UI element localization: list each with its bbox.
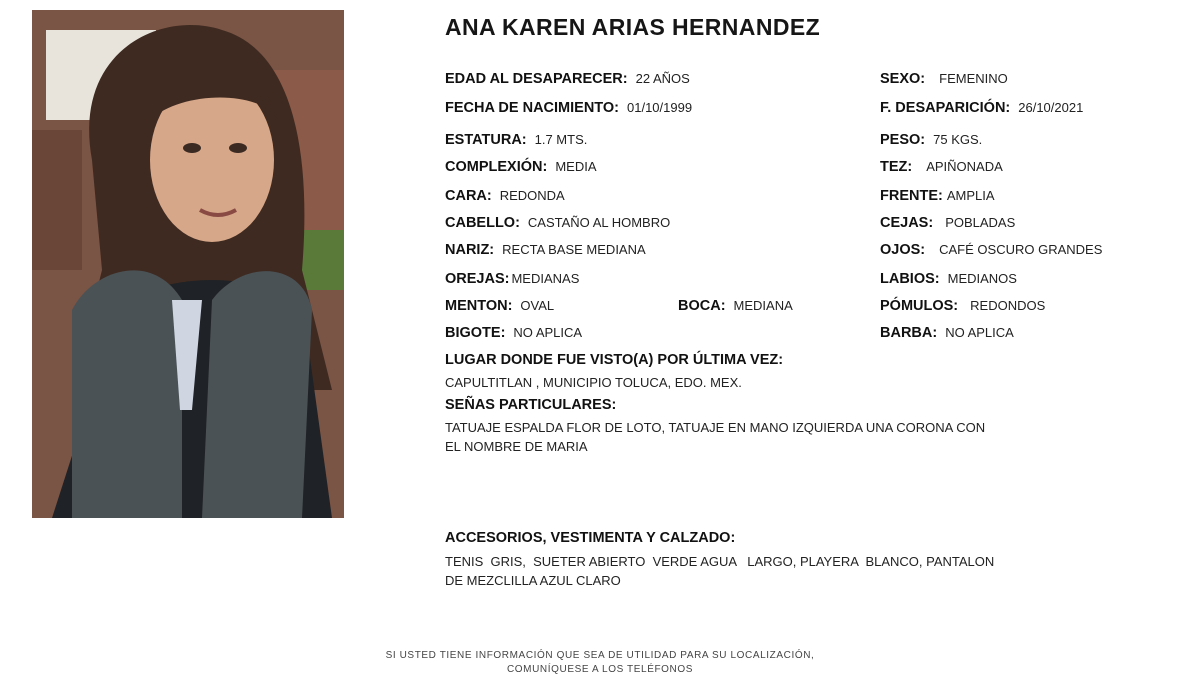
field-barba: BARBA: NO APLICA bbox=[880, 325, 1014, 341]
accesorios-heading: ACCESORIOS, VESTIMENTA Y CALZADO: bbox=[445, 530, 736, 546]
person-name: ANA KAREN ARIAS HERNANDEZ bbox=[445, 14, 821, 40]
senas-line-1: TATUAJE ESPALDA FLOR DE LOTO, TATUAJE EN MANO IZQUIERDA UNA CORONA CON bbox=[445, 420, 986, 435]
field-frente: FRENTE: AMPLIA bbox=[880, 188, 995, 204]
field-nacimiento: FECHA DE NACIMIENTO: 01/10/1999 bbox=[445, 100, 693, 116]
field-complexion: COMPLEXIÓN: MEDIA bbox=[445, 159, 597, 175]
field-cabello: CABELLO: CASTAÑO AL HOMBRO bbox=[445, 215, 671, 231]
field-labios: LABIOS: MEDIANOS bbox=[880, 271, 1017, 287]
lugar-text: CAPULTITLAN , MUNICIPIO TOLUCA, EDO. MEX. bbox=[445, 375, 742, 390]
field-peso: PESO: 75 KGS. bbox=[880, 132, 983, 148]
field-boca: BOCA: MEDIANA bbox=[678, 298, 793, 314]
accesorios-line-1: TENIS GRIS, SUETER ABIERTO VERDE AGUA LARGO, PLAYERA BLANCO, PANTALON bbox=[445, 554, 995, 569]
senas-line-2: EL NOMBRE DE MARIA bbox=[445, 439, 588, 454]
field-menton: MENTON: OVAL bbox=[445, 298, 555, 314]
field-tez: TEZ: APIÑONADA bbox=[880, 159, 1003, 175]
lugar-heading: LUGAR DONDE FUE VISTO(A) POR ÚLTIMA VEZ: bbox=[445, 352, 784, 368]
field-pomulos: PÓMULOS: REDONDOS bbox=[880, 298, 1046, 314]
portrait-photo bbox=[32, 10, 344, 518]
field-orejas: OREJAS: MEDIANAS bbox=[445, 271, 580, 287]
field-sexo: SEXO: FEMENINO bbox=[880, 71, 1008, 87]
senas-heading: SEÑAS PARTICULARES: bbox=[445, 397, 617, 413]
field-nariz: NARIZ: RECTA BASE MEDIANA bbox=[445, 242, 646, 258]
field-bigote: BIGOTE: NO APLICA bbox=[445, 325, 583, 341]
field-ojos: OJOS: CAFÉ OSCURO GRANDES bbox=[880, 242, 1103, 258]
field-cejas: CEJAS: POBLADAS bbox=[880, 215, 1016, 231]
field-desaparicion: F. DESAPARICIÓN: 26/10/2021 bbox=[880, 100, 1084, 116]
field-estatura: ESTATURA: 1.7 MTS. bbox=[445, 132, 588, 148]
footer-line-1: SI USTED TIENE INFORMACIÓN QUE SEA DE UTILIDAD PARA SU LOCALIZACIÓN, bbox=[385, 650, 815, 661]
field-cara: CARA: REDONDA bbox=[445, 188, 565, 204]
field-edad: EDAD AL DESAPARECER: 22 AÑOS bbox=[445, 71, 690, 87]
accesorios-line-2: DE MEZCLILLA AZUL CLARO bbox=[445, 573, 621, 588]
footer-line-2: COMUNÍQUESE A LOS TELÉFONOS bbox=[506, 664, 694, 675]
